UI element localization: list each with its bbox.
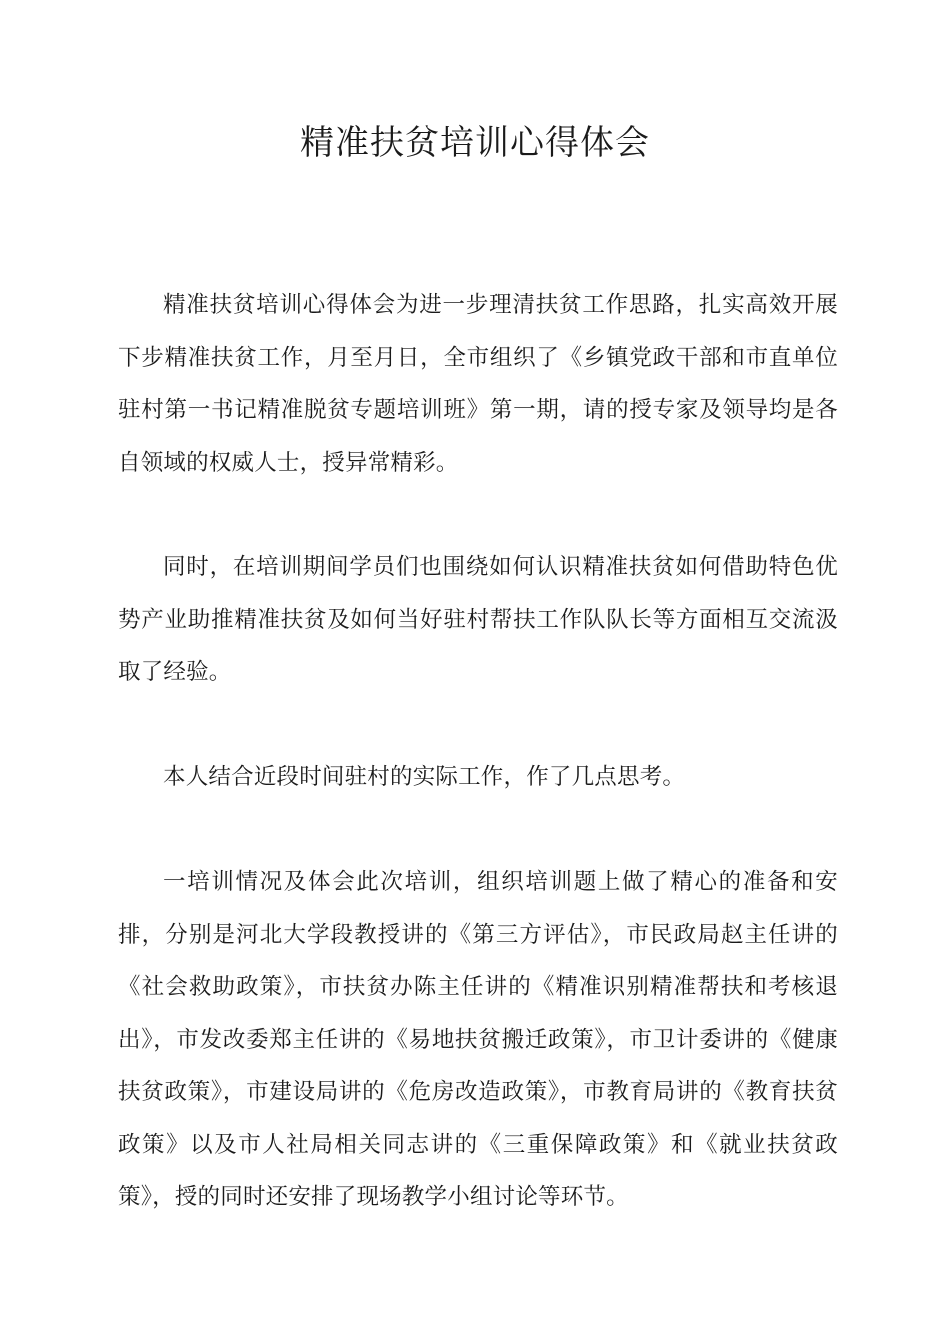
- paragraph-training-details: 一培训情况及体会此次培训，组织培训题上做了精心的准备和安排，分别是河北大学段教授讲的《第三方评估》，市民政局赵主任讲的《社会救助政策》，市扶贫办陈主任讲的《精准识别精准帮扶和考核退出》，市发改委郑主任讲的《易地扶贫搬迁政策》，市卫计委讲的《健康扶贫政策》，市建设局讲的《危房改造政策》，市教育局讲的《教育扶贫政策》以及市人社局相关同志讲的《三重保障政策》和《就业扶贫政策》，授的同时还安排了现场教学小组讨论等环节。: [118, 869, 838, 1210]
- paragraph-intro: 精准扶贫培训心得体会为进一步理清扶贫工作思路，扎实高效开展下步精准扶贫工作，月至月日，全市组织了《乡镇党政干部和市直单位驻村第一书记精准脱贫专题培训班》第一期，请的授专家及领导均是各自领域的权威人士，授异常精彩。: [118, 292, 838, 476]
- paragraph-reflection: 本人结合近段时间驻村的实际工作，作了几点思考。: [163, 764, 686, 790]
- paragraph-exchange: 同时，在培训期间学员们也围绕如何认识精准扶贫如何借助特色优势产业助推精准扶贫及如何当好驻村帮扶工作队队长等方面相互交流汲取了经验。: [118, 554, 838, 685]
- document-title: 精准扶贫培训心得体会: [300, 123, 650, 163]
